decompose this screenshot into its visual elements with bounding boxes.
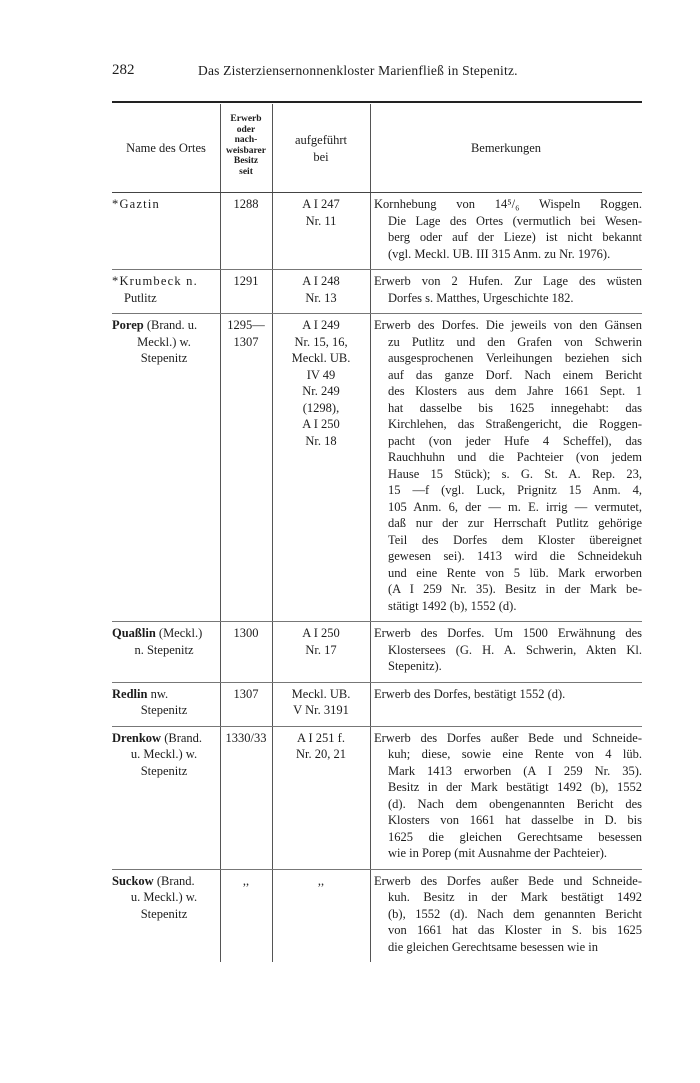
reference: A I 247 Nr. 11	[302, 197, 340, 228]
column-header-name: Name des Ortes	[126, 141, 206, 155]
place-name-bold: Redlin	[112, 686, 148, 701]
table-row	[112, 622, 642, 683]
acquisition-year: 1291	[233, 274, 259, 288]
place-name: Quaßlin (Meckl.) n. Stepenitz	[112, 626, 203, 657]
place-name-bold: Drenkow	[112, 730, 162, 745]
place-name: Porep (Brand. u. Meckl.) w. Stepenitz	[112, 318, 198, 365]
reference: A I 248 Nr. 13	[302, 274, 340, 305]
remarks: Erwerb des Dorfes. Die jeweils von den Gänsen zu Putlitz und den Grafen von Schwerin ausgesprochenen Verleihungen beziehen sich auf das ganze Dorf. Nach einem Bericht des Klosters aus dem Jahre 1661 Sept. 1 hat dasselbe bis 1625 innegehabt: das Kirchlehen, das Straßengericht, die Roggen- pacht (von jeder Hufe 4 Scheffel), das Rauchhuhn und die Pachteier (von jedem Hause 15 Stück); s. G. St. A. Rep. 23, 15 —f (vgl. Luck, Prignitz 15 Anm. 4, 105 Anm. 6, der — m. E. irrig — vermutet, daß nur der zur Herrschaft Putlitz gehörige Teil des Dorfes dem Kloster übereignet gewesen sei). 1413 wird die Schneidekuh und eine Rente von 5 lüb. Mark erworben (A I 259 Nr. 35). Besitz in der Mark be- stätigt 1492 (b), 1552 (d).	[374, 318, 642, 613]
place-name-bold: *Krumbeck n.	[112, 274, 198, 288]
reference: Meckl. UB. V Nr. 3191	[291, 686, 351, 717]
page-number: 282	[112, 62, 135, 78]
table-row	[112, 270, 642, 314]
acquisition-year: 1307	[233, 686, 259, 701]
acquisition-year: 1295— 1307	[227, 318, 265, 349]
table-row	[112, 314, 642, 622]
place-name	[112, 196, 216, 213]
table-row	[112, 683, 642, 727]
place-name: Redlin nw. Stepenitz	[112, 686, 188, 717]
remarks: Erwerb von 2 Hufen. Zur Lage des wüsten Dorfes s. Matthes, Urgeschichte 182.	[374, 274, 642, 305]
reference: A I 250 Nr. 17	[302, 626, 340, 657]
remarks: Kornhebung von 14⁵/₆ Wispeln Roggen. Die Lage des Ortes (vermutlich bei Wesen- berg oder auf der Lieze) ist nicht bekannt (vgl. Meckl. UB. III 315 Anm. zu Nr. 1976).	[374, 197, 642, 261]
reference: A I 249 Nr. 15, 16, Meckl. UB. IV 49 Nr. 249 (1298), A I 250 Nr. 18	[291, 318, 351, 448]
acquisition-year: ,,	[242, 873, 250, 888]
place-name: *Krumbeck n. Putlitz	[112, 274, 198, 305]
place-name-bold: Porep	[112, 318, 144, 332]
acquisition-year: 1330/33	[225, 730, 267, 745]
column-header-erwerb: Erwerb oder nach- weisbarer Besitz seit	[226, 114, 266, 177]
place-name-bold: Suckow	[112, 873, 154, 888]
place-name: Suckow (Brand. u. Meckl.) w. Stepenitz	[112, 873, 198, 921]
running-title: Das Zisterziensernonnenkloster Marienfließ in Stepenitz.	[198, 63, 518, 78]
remarks: Erwerb des Dorfes, bestätigt 1552 (d).	[374, 686, 566, 701]
table-row	[112, 193, 642, 270]
reference: ,,	[317, 873, 325, 888]
remarks: Erwerb des Dorfes. Um 1500 Erwähnung des Klostersees (G. H. A. Schwerin, Akten Kl. Stepenitz).	[374, 626, 642, 673]
table-row	[112, 727, 642, 870]
table-header	[112, 104, 642, 193]
acquisition-year: 1300	[233, 626, 259, 640]
place-name-bold: Quaßlin	[112, 626, 156, 640]
place-name: Drenkow (Brand. u. Meckl.) w. Stepenitz	[112, 730, 203, 778]
running-header	[112, 62, 642, 82]
reference: A I 251 f. Nr. 20, 21	[296, 730, 346, 761]
table-body	[112, 193, 642, 962]
top-rule	[112, 101, 642, 103]
column-header-aufgefuehrt: aufgeführt bei	[294, 133, 348, 164]
acquisition-year: 1288	[233, 197, 259, 211]
places-table	[112, 104, 642, 962]
place-name-bold: *Gaztin	[112, 197, 160, 211]
column-header-bemerkungen: Bemerkungen	[470, 141, 542, 155]
remarks: Erwerb des Dorfes außer Bede und Schneide- kuh. Besitz in der Mark bestätigt 1492 (b), 1552 (d). Nach dem genannten Bericht von 1661 hat das Kloster in S. bis 1625 die gleichen Gerechtsame besessen wie in	[374, 873, 642, 954]
remarks: Erwerb des Dorfes außer Bede und Schneide- kuh; diese, sowie eine Rente von 4 lüb. Mark 1413 erworben (A I 259 Nr. 35). Besitz in der Mark bestätigt 1492 (b), 1552 (d). Nach dem obengenannten Bericht des Klosters von 1661 hat dasselbe in D. bis 1625 die gleichen Gerechtsame besessen wie in Porep (mit Ausnahme der Pachteier).	[374, 730, 642, 860]
table-row	[112, 870, 642, 963]
